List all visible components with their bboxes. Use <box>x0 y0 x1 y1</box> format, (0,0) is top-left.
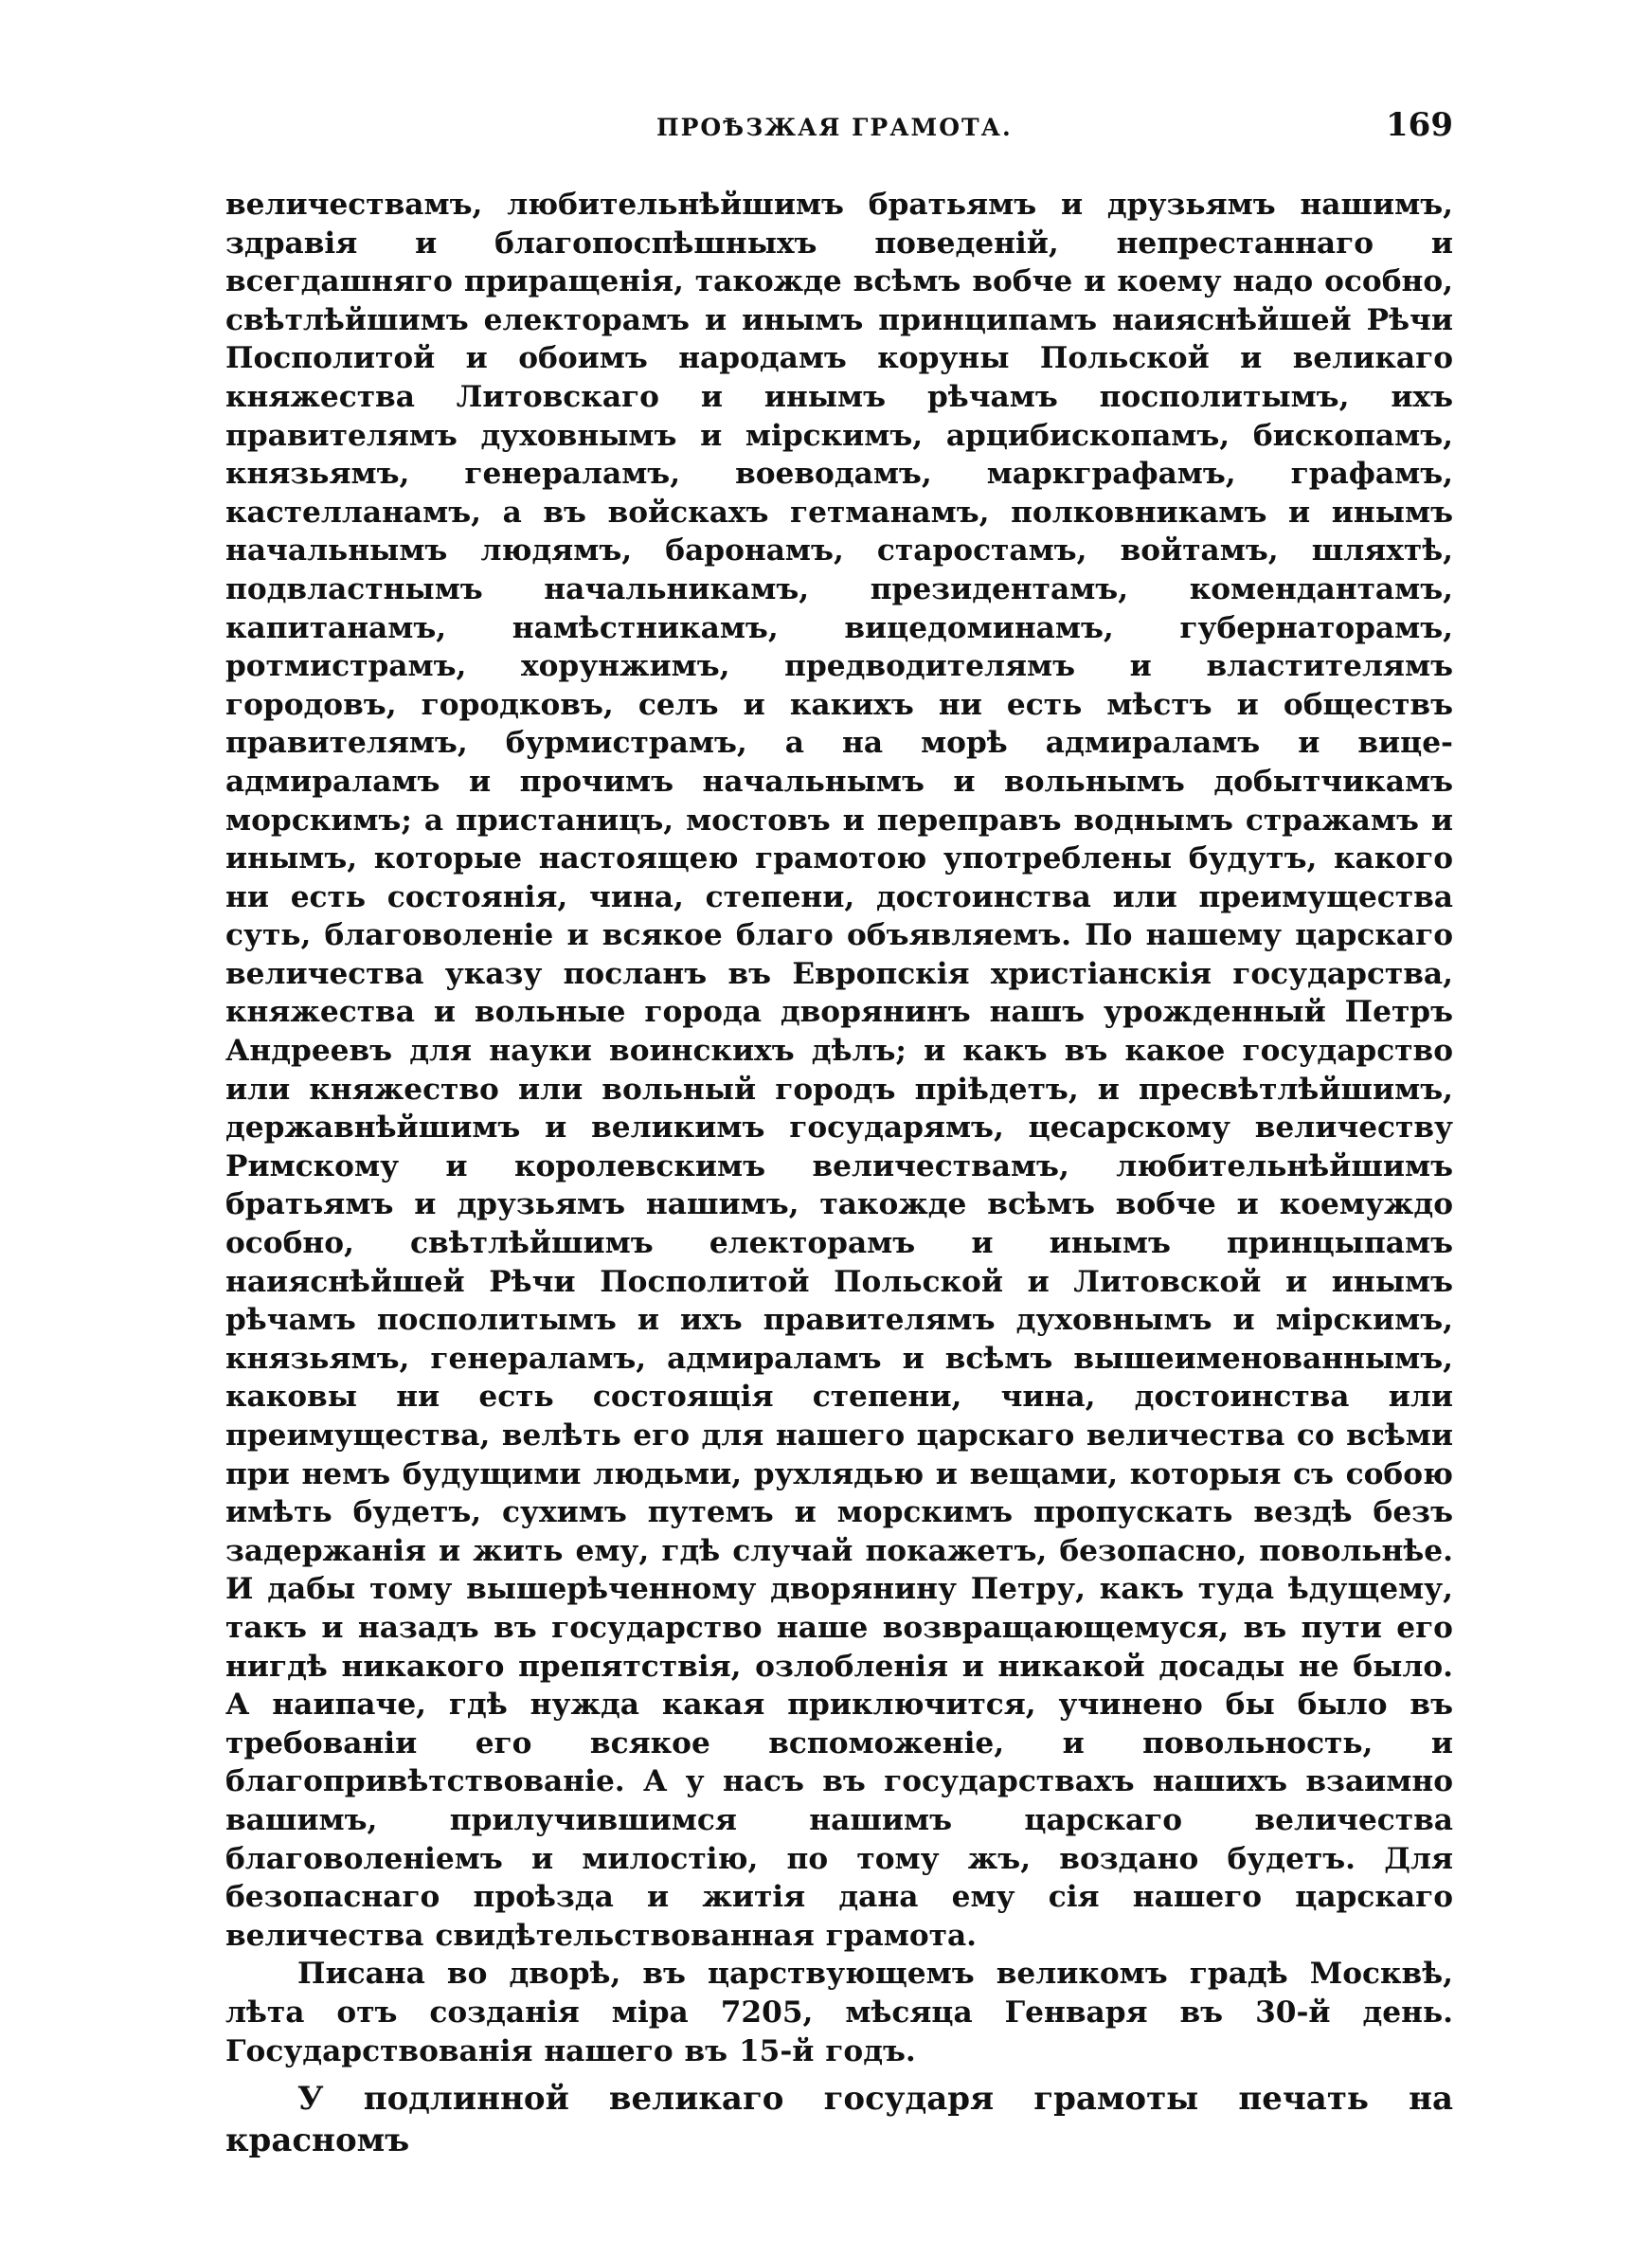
paragraph: Писана во дворѣ, въ царствующемъ великомъ градѣ Москвѣ, лѣта отъ созданія міра 7205, мѣсяца Генваря въ 30-й день. Государствованія нашего въ 15-й годъ. <box>225 1957 1453 2068</box>
page-number: 169 <box>1386 106 1453 144</box>
body-text <box>225 186 1453 2161</box>
running-title: ПРОѢЗЖАЯ ГРАМОТА. <box>656 114 1013 141</box>
page-header <box>225 106 1453 153</box>
paragraph: величествамъ, любительнѣйшимъ братьямъ и друзьямъ нашимъ, здравія и благопоспѣшныхъ поведеній, непрестаннаго и всегдашняго приращенія, такожде всѣмъ вобче и коему надо особно, свѣтлѣйшимъ електорамъ и инымъ принципамъ наияснѣйшей Рѣчи Посполитой и обоимъ народамъ коруны Польской и великаго княжества Литовскаго и инымъ рѣчамъ посполитымъ, ихъ правителямъ духовнымъ и мірскимъ, арцибископамъ, бископамъ, князьямъ, генераламъ, воеводамъ, маркграфамъ, графамъ, кастелланамъ, а въ войскахъ гетманамъ, полковникамъ и инымъ начальнымъ людямъ, баронамъ, старостамъ, войтамъ, шляхтѣ, подвластнымъ начальникамъ, президентамъ, комендантамъ, капитанамъ, намѣстникамъ, вицедоминамъ, губернаторамъ, ротмистрамъ, хорунжимъ, предводителямъ и властителямъ городовъ, городковъ, селъ и какихъ ни есть мѣстъ и обществъ правителямъ, бурмистрамъ, а на морѣ адмираламъ и вице-адмираламъ и прочимъ начальнымъ и вольнымъ добытчикамъ морскимъ; а пристаницъ, мостовъ и переправъ воднымъ стражамъ и инымъ, которые настоящею грамотою употреблены будутъ, какого ни есть состоянія, чина, степени, достоинства или преимущества суть, благоволеніе и всякое благо объявляемъ. По нашему царскаго величества указу посланъ въ Европскія христіанскія государства, княжества и вольные города дворянинъ нашъ урожденный Петръ Андреевъ для науки воинскихъ дѣлъ; и какъ въ какое государство или княжество или вольный городъ пріѣдетъ, и пресвѣтлѣйшимъ, державнѣйшимъ и великимъ государямъ, цесарскому величеству Римскому и королевскимъ величествамъ, любительнѣйшимъ братьямъ и друзьямъ нашимъ, такожде всѣмъ вобче и коемуждо особно, свѣтлѣйшимъ електорамъ и инымъ принцыпамъ наияснѣйшей Рѣчи Посполитой Польской и Литовской и инымъ рѣчамъ посполитымъ и ихъ правителямъ духовнымъ и мірскимъ, князьямъ, генераламъ, адмираламъ и всѣмъ вышеименованнымъ, каковы ни есть состоящія степени, чина, достоинства или преимущества, велѣть его для нашего царскаго величества со всѣми при немъ будущими людьми, рухлядью и вещами, которыя съ собою имѣть будетъ, сухимъ путемъ и морскимъ пропускать вездѣ безъ задержанія и жить ему, гдѣ случай покажетъ, безопасно, повольнѣе. И дабы тому вышерѣченному дворянину Петру, какъ туда ѣдущему, такъ и назадъ въ государство наше возвращающемуся, въ пути его нигдѣ никакого препятствія, озлобленія и никакой досады не было. А наипаче, гдѣ нужда какая приключится, учинено бы было въ требованіи его всякое вспоможеніе, и повольность, и благопривѣтствованіе. А у насъ въ государствахъ нашихъ взаимно вашимъ, прилучившимся нашимъ царскаго величества благоволеніемъ и милостію, по тому жъ, воздано будетъ. Для безопаснаго проѣзда и житія дана ему сія нашего царскаго величества свидѣтельствованная грамота. <box>225 188 1453 1953</box>
paragraph: У подлинной великаго государя грамоты печать на красномъ <box>225 2080 1453 2160</box>
